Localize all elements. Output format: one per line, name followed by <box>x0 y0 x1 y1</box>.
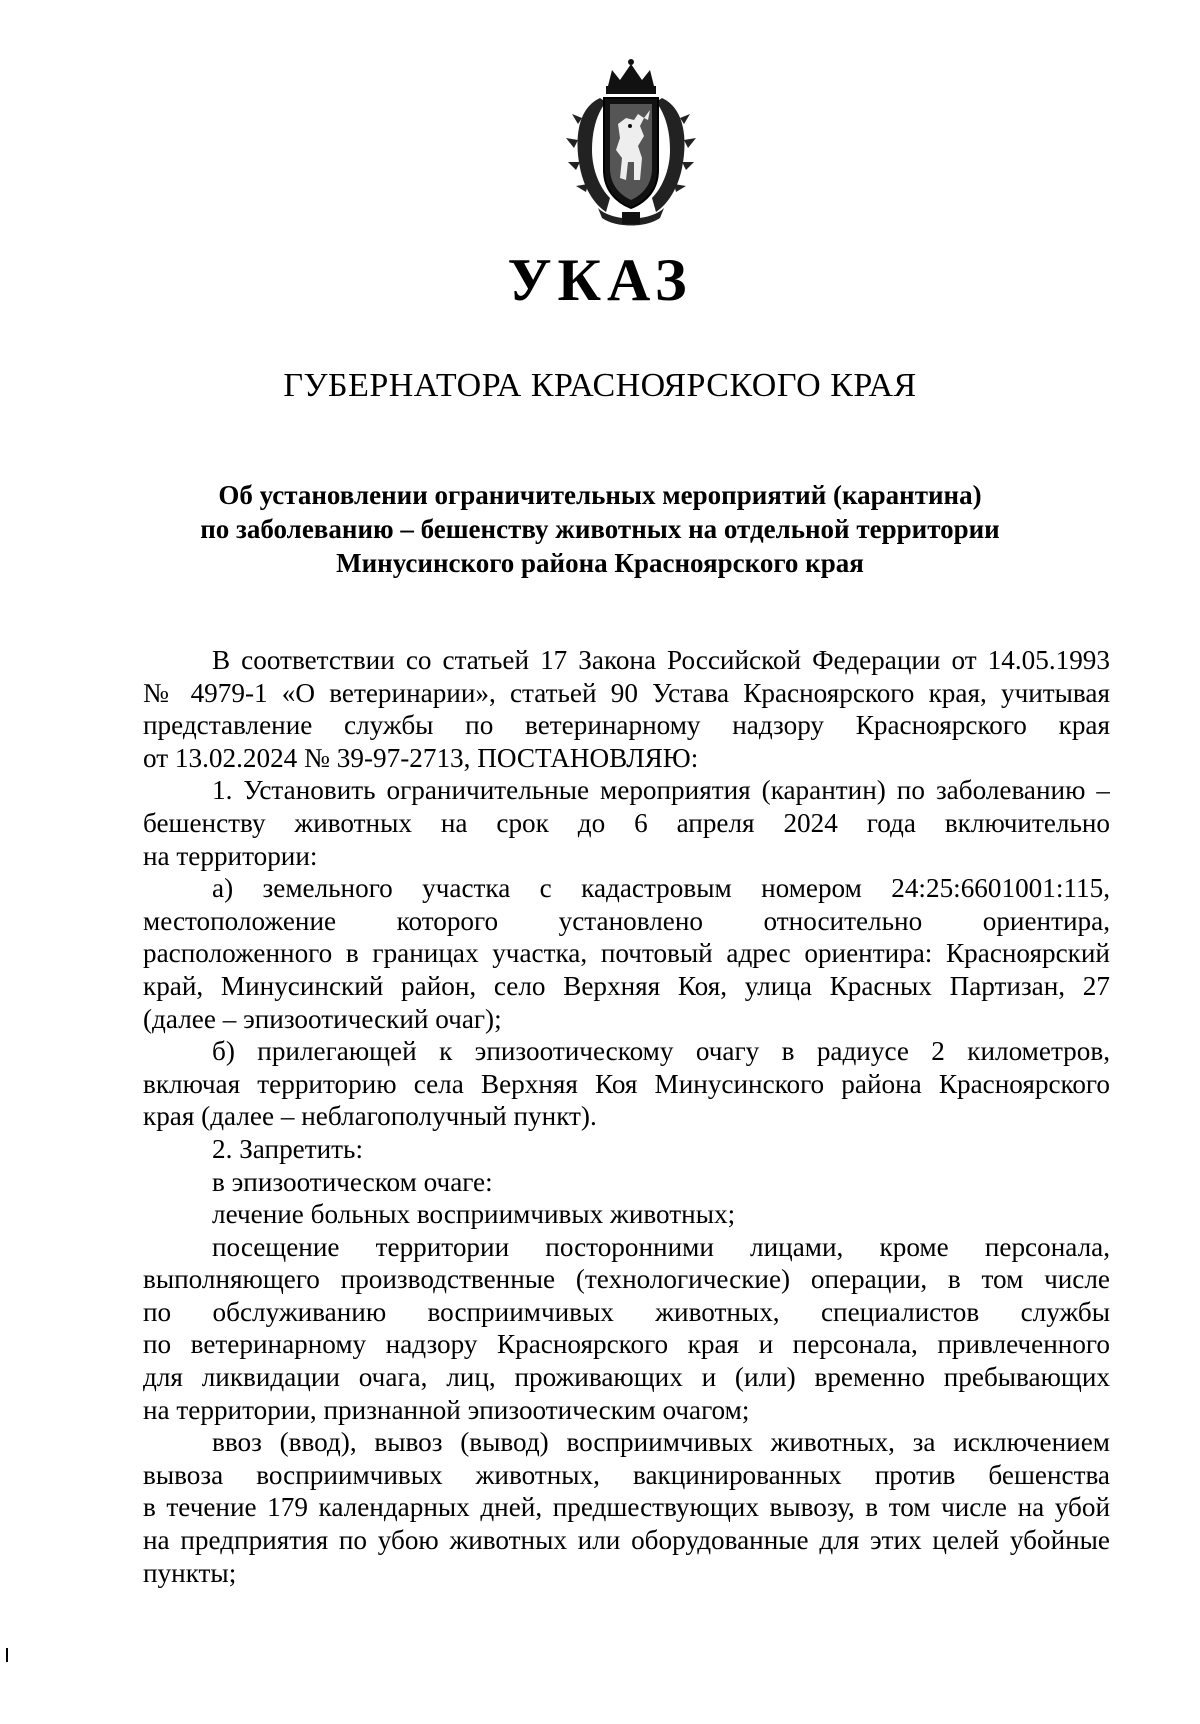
document-title: УКАЗ <box>507 247 693 313</box>
body-line: 1. Установить ограничительные мероприятия (карантин) по заболеванию – <box>212 775 1110 806</box>
body-line: от 13.02.2024 № 39-97-2713, ПОСТАНОВЛЯЮ: <box>143 742 699 773</box>
body-line: включая территорию села Верхняя Коя Минусинского района Красноярского <box>143 1068 1110 1099</box>
scan-edge-mark <box>6 1648 8 1662</box>
body-line: местоположение которого установлено относительно ориентира, <box>143 905 1110 936</box>
subject-line: по заболеванию – бешенству животных на отдельной территории <box>200 514 1000 544</box>
body-line: (далее – эпизоотический очаг); <box>143 1003 502 1034</box>
body-line: по обслуживанию восприимчивых животных, специалистов службы <box>143 1296 1110 1327</box>
body-line: б) прилегающей к эпизоотическому очагу в радиусе 2 километров, <box>212 1036 1110 1067</box>
body-line: край, Минусинский район, село Верхняя Коя, улица Красных Партизан, 27 <box>143 970 1110 1001</box>
body-line: по ветеринарному надзору Красноярского края и персонала, привлеченного <box>143 1329 1110 1360</box>
body-line: вывоза восприимчивых животных, вакцинированных против бешенства <box>143 1459 1110 1490</box>
body-line: В соответствии со статьей 17 Закона Российской Федерации от 14.05.1993 <box>212 645 1110 675</box>
body-line: лечение больных восприимчивых животных; <box>212 1199 736 1230</box>
body-line: для ликвидации очага, лиц, проживающих и (или) временно пребывающих <box>143 1362 1110 1393</box>
body-line: в течение 179 календарных дней, предшествующих вывозу, в том числе на убой <box>143 1492 1110 1523</box>
body-line: края (далее – неблагополучный пункт). <box>143 1101 597 1132</box>
document-issuer: ГУБЕРНАТОРА КРАСНОЯРСКОГО КРАЯ <box>283 367 917 404</box>
krasnoyarsk-coat-of-arms-icon <box>560 58 702 230</box>
document-body <box>143 644 1110 1589</box>
body-line: № 4979-1 «О ветеринарии», статьей 90 Устава Красноярского края, учитывая <box>143 677 1110 708</box>
body-line: представление службы по ветеринарному надзору Красноярского края <box>143 710 1110 741</box>
body-line: пункты; <box>143 1557 237 1588</box>
body-line: расположенного в границах участка, почтовый адрес ориентира: Красноярский <box>143 938 1110 969</box>
subject-line: Минусинского района Красноярского края <box>336 548 864 578</box>
body-line: на предприятия по убою животных или оборудованные для этих целей убойные <box>143 1525 1110 1556</box>
body-line: выполняющего производственные (технологические) операции, в том числе <box>143 1264 1110 1295</box>
body-line: 2. Запретить: <box>212 1133 363 1164</box>
body-line: на территории: <box>143 840 318 871</box>
body-line: посещение территории посторонними лицами, кроме персонала, <box>212 1231 1110 1262</box>
subject-line: Об установлении ограничительных мероприятий (карантина) <box>218 480 982 510</box>
body-line: а) земельного участка с кадастровым номером 24:25:6601001:115, <box>212 873 1110 904</box>
body-line: в эпизоотическом очаге: <box>212 1166 493 1197</box>
body-line: ввоз (ввод), вывоз (вывод) восприимчивых животных, за исключением <box>212 1427 1110 1458</box>
body-line: на территории, признанной эпизоотическим очагом; <box>143 1394 750 1425</box>
document-subject <box>150 478 1050 580</box>
body-line: бешенству животных на срок до 6 апреля 2024 года включительно <box>143 807 1110 838</box>
